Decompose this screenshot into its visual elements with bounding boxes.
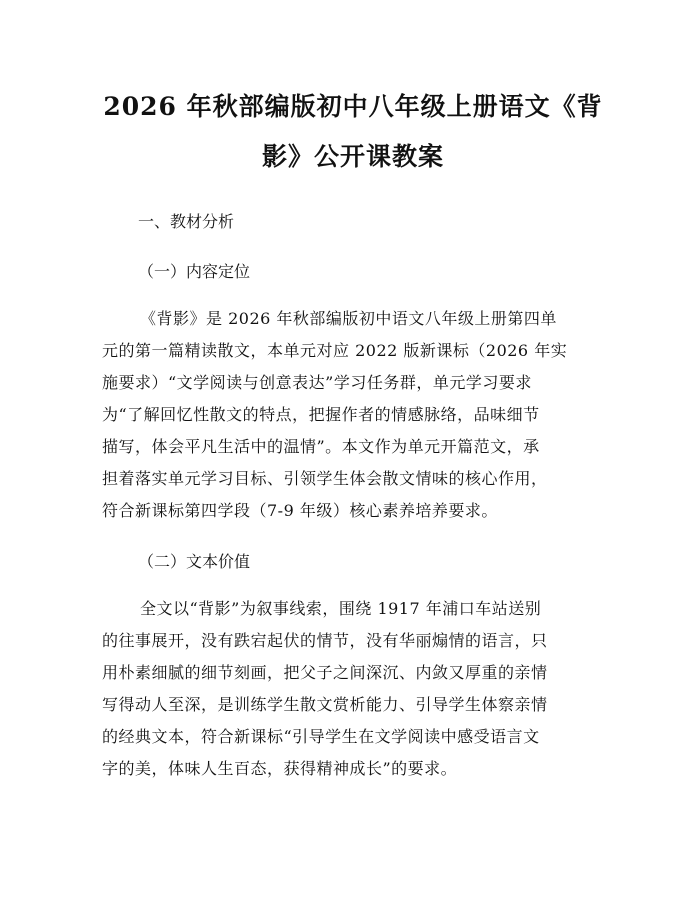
paragraph-line: 元的第一篇精读散文，本单元对应 2022 版新课标（2026 年实 [102, 341, 568, 360]
paragraph-line: 《背影》是 2026 年秋部编版初中语文八年级上册第四单 [140, 309, 557, 328]
paragraph-line: 描写，体会平凡生活中的温情”。本文作为单元开篇范文，承 [102, 437, 540, 456]
subsection-heading-text-value: （二）文本价值 [138, 552, 251, 571]
paragraph-line: 的经典文本，符合新课标“引导学生在文学阅读中感受语言文 [102, 727, 540, 746]
section-heading-textbook-analysis: 一、教材分析 [138, 212, 235, 231]
paragraph-line: 担着落实单元学习目标、引领学生体会散文情味的核心作用， [102, 469, 548, 488]
paragraph-line: 全文以“背影”为叙事线索，围绕 1917 年浦口车站送别 [140, 599, 542, 618]
title-line: 影》公开课教案 [261, 142, 444, 171]
paragraph-text-value [102, 593, 604, 785]
paragraph-line: 用朴素细腻的细节刻画，把父子之间深沉、内敛又厚重的亲情 [102, 663, 548, 682]
paragraph-line: 的往事展开，没有跌宕起伏的情节，没有华丽煽情的语言，只 [102, 631, 548, 650]
document-title [102, 0, 604, 182]
paragraph-content-positioning [102, 303, 604, 527]
subsection-heading-content-positioning: （一）内容定位 [138, 262, 251, 281]
paragraph-line: 为“了解回忆性散文的特点，把握作者的情感脉络，品味细节 [102, 405, 540, 424]
paragraph-line: 写得动人至深，是训练学生散文赏析能力、引导学生体察亲情 [102, 695, 548, 714]
title-line: 2026 年秋部编版初中八年级上册语文《背 [103, 92, 603, 121]
paragraph-line: 符合新课标第四学段（7-9 年级）核心素养培养要求。 [102, 501, 498, 520]
paragraph-line: 施要求）“文学阅读与创意表达”学习任务群，单元学习要求 [102, 373, 532, 392]
paragraph-line: 字的美，体味人生百态，获得精神成长”的要求。 [102, 759, 458, 778]
